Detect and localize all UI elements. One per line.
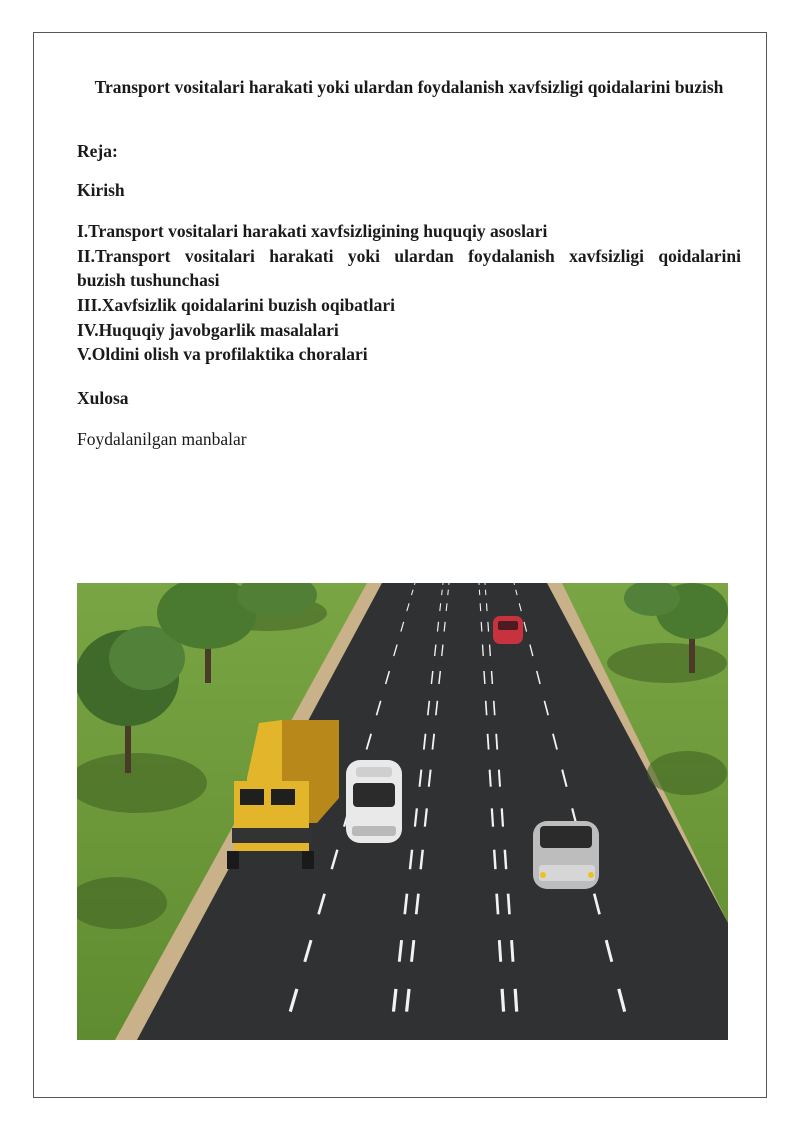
lane-dash	[448, 590, 449, 595]
lane-dash	[480, 603, 481, 611]
lane-dash	[499, 770, 500, 787]
conclusion-item: Xulosa	[77, 388, 129, 408]
lane-dash	[490, 645, 491, 656]
lane-dash	[487, 603, 488, 611]
plan-heading: Reja:	[77, 141, 118, 161]
road-illustration	[77, 583, 728, 1040]
lane-dash	[483, 645, 484, 656]
section-item-5: V.Oldini olish va profilaktika choralari	[77, 344, 368, 364]
lane-dash	[497, 894, 498, 915]
lane-dash	[494, 850, 495, 869]
section-item-1: I.Transport vositalari harakati xavfsizligining huquqiy asoslari	[77, 221, 548, 241]
section-item-2-continued: buzish tushunchasi	[77, 270, 220, 290]
road-scene-image	[77, 583, 728, 1040]
section-item-3: III.Xavfsizlik qoidalarini buzish oqibatlari	[77, 295, 395, 315]
red-car	[493, 616, 523, 644]
sources-item: Foydalanilgan manbalar	[77, 429, 247, 449]
lane-dash	[492, 671, 493, 684]
lane-dash	[442, 590, 443, 595]
lane-dash	[492, 808, 493, 826]
lane-dash	[505, 850, 506, 869]
silver-car	[533, 821, 599, 889]
lane-dash	[508, 894, 509, 915]
document-title: Transport vositalari harakati yoki ulardan foydalanish xavfsizligi qoidalarini buzish	[94, 77, 724, 97]
lane-dash	[502, 989, 503, 1012]
lane-dash	[488, 622, 489, 632]
lane-dash	[499, 940, 500, 962]
lane-dash	[484, 671, 485, 684]
lane-dash	[502, 808, 503, 826]
lane-dash	[494, 701, 495, 715]
lane-dash	[486, 701, 487, 715]
white-suv	[346, 760, 402, 843]
intro-item: Kirish	[77, 180, 125, 200]
lane-dash	[490, 770, 491, 787]
lane-dash	[488, 734, 489, 750]
lane-dash	[481, 622, 482, 632]
lane-dash	[496, 734, 497, 750]
lane-dash	[515, 989, 516, 1012]
section-item-4: IV.Huquqiy javobgarlik masalalari	[77, 320, 339, 340]
lane-dash	[414, 583, 415, 585]
section-item-2: II.Transport vositalari harakati yoki ulardan foydalanish xavfsizligi qoidalarini	[77, 246, 741, 266]
lane-dash	[512, 940, 513, 962]
